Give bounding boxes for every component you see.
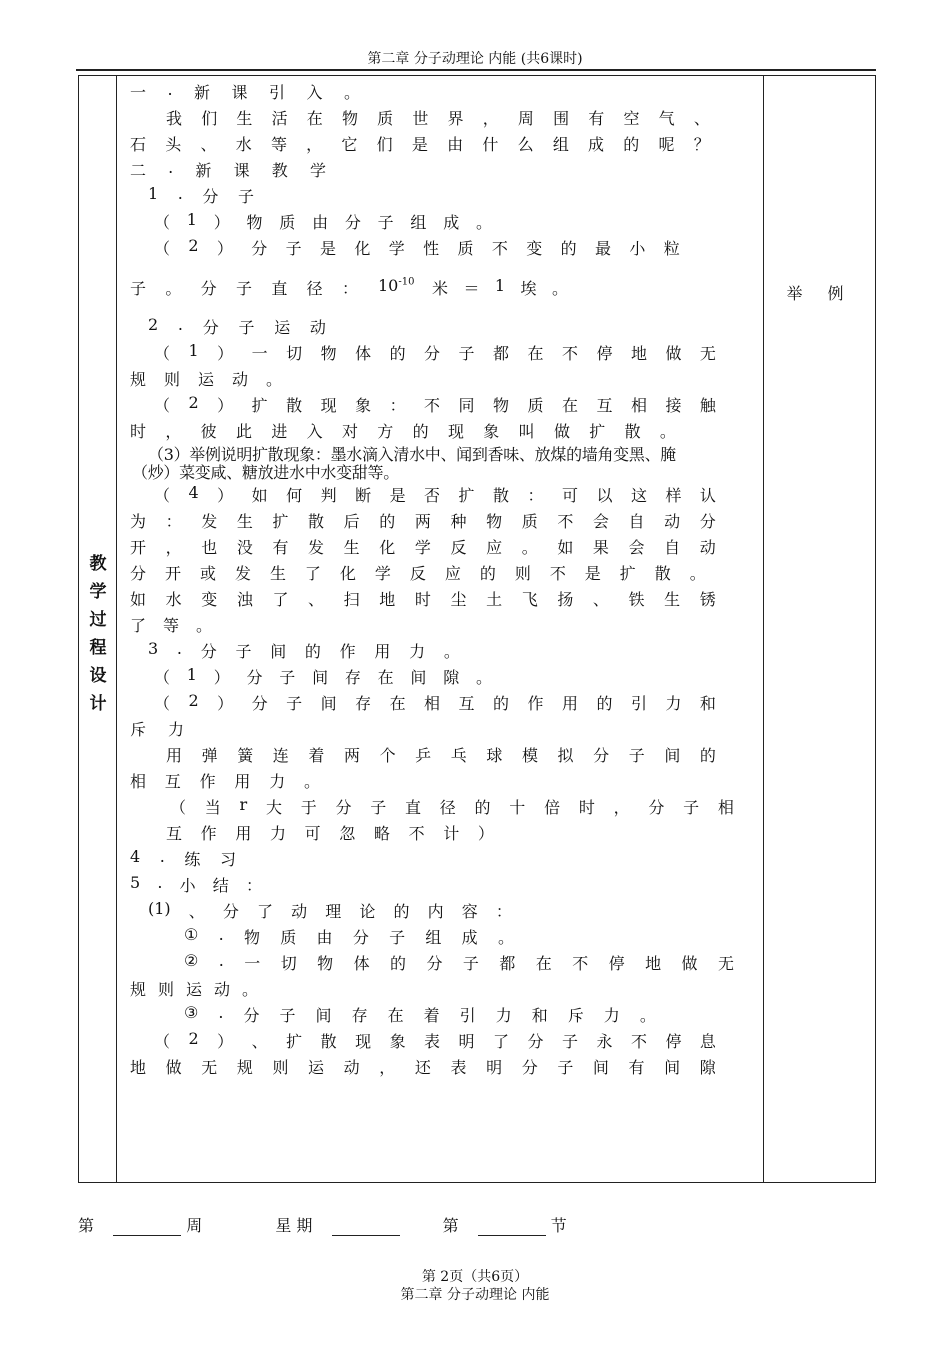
line-14: 时 ， 彼 此 进 入 对 方 的 现 象 叫 做 扩 散 。 bbox=[130, 422, 676, 441]
diameter-value bbox=[378, 276, 414, 295]
weekday-blank[interactable] bbox=[332, 1219, 400, 1236]
side-label-text: 教 学 过 程 设 计 bbox=[89, 554, 107, 714]
line-17: （ 4 ） 如 何 判 断 是 否 扩 散 ： 可 以 这 样 认 bbox=[154, 483, 716, 505]
diameter-exp: -10 bbox=[398, 276, 415, 288]
section-label: 第 bbox=[442, 1216, 459, 1235]
week-label: 第 bbox=[78, 1216, 95, 1235]
line-7: （ 2 ） 分 子 是 化 学 性 质 不 变 的 最 小 粒 bbox=[154, 236, 680, 258]
line-24: （ 1 ） 分 子 间 存 在 间 隙 。 bbox=[154, 665, 492, 687]
line-5: 1 . 分 子 bbox=[148, 184, 254, 206]
line-13: （ 2 ） 扩 散 现 象 ： 不 同 物 质 在 互 相 接 触 bbox=[154, 393, 716, 415]
line-29: （ 当 r 大 于 分 子 直 径 的 十 倍 时 ， 分 子 相 bbox=[170, 795, 734, 817]
line-16: （炒）菜变咸、糖放进水中水变甜等。 bbox=[132, 463, 399, 482]
line-9: 米 ＝ 1 埃 。 bbox=[432, 276, 568, 298]
line-31: 4 . 练 习 bbox=[130, 847, 236, 869]
section-blank[interactable] bbox=[478, 1219, 546, 1236]
line-28: 相 互 作 用 力 。 bbox=[130, 772, 320, 791]
week-unit: 周 bbox=[186, 1216, 203, 1235]
line-15: （3）举例说明扩散现象：墨水滴入清水中、闻到香味、放煤的墙角变黑、腌 bbox=[148, 445, 676, 464]
line-39: 地 做 无 规 则 运 动 ， 还 表 明 分 子 间 有 间 隙 bbox=[130, 1058, 716, 1077]
line-4: 二 . 新 课 教 学 bbox=[130, 158, 326, 180]
line-37: ③ . 分 子 间 存 在 着 引 力 和 斥 力 。 bbox=[184, 1003, 656, 1025]
page-header: 第二章 分子动理论 内能 (共6课时) bbox=[367, 51, 583, 67]
line-6: （ 1 ） 物 质 由 分 子 组 成 。 bbox=[154, 210, 492, 232]
line-33: (1) 、 分 了 动 理 论 的 内 容 ： bbox=[148, 899, 512, 921]
table-divider-right bbox=[763, 75, 764, 1183]
line-11: （ 1 ） 一 切 物 体 的 分 子 都 在 不 停 地 做 无 bbox=[154, 341, 716, 363]
line-19: 开 ， 也 没 有 发 生 化 学 反 应 。 如 果 会 自 动 bbox=[130, 538, 716, 557]
line-21: 如 水 变 浊 了 、 扫 地 时 尘 土 飞 扬 、 铁 生 锈 bbox=[130, 590, 716, 609]
line-27: 用 弹 簧 连 着 两 个 乒 乓 球 模 拟 分 子 间 的 bbox=[166, 746, 716, 765]
line-1: 一 . 新 课 引 入 。 bbox=[130, 80, 360, 102]
line-10: 2 . 分 子 运 动 bbox=[148, 315, 326, 337]
table-divider-left bbox=[116, 75, 117, 1183]
line-3: 石 头 、 水 等 ， 它 们 是 由 什 么 组 成 的 呢 ？ bbox=[130, 135, 710, 154]
line-23: 3 . 分 子 间 的 作 用 力 。 bbox=[148, 639, 460, 661]
page-number: 第 2页（共6页） bbox=[421, 1269, 529, 1285]
line-8: 子 。 分 子 直 径 ： bbox=[130, 279, 358, 298]
schedule-footer bbox=[78, 1213, 678, 1236]
week-blank[interactable] bbox=[113, 1219, 181, 1236]
weekday-label: 星 期 bbox=[275, 1216, 313, 1235]
section-unit: 节 bbox=[550, 1216, 567, 1235]
remark-cell: 举 例 bbox=[786, 284, 854, 303]
line-18: 为 ： 发 生 扩 散 后 的 两 种 物 质 不 会 自 动 分 bbox=[130, 512, 716, 531]
line-30: 互 作 用 力 可 忽 略 不 计 ） bbox=[166, 824, 494, 843]
header-rule bbox=[76, 69, 876, 71]
line-25: （ 2 ） 分 子 间 存 在 相 互 的 作 用 的 引 力 和 bbox=[154, 691, 716, 713]
diameter-base: 10 bbox=[378, 276, 399, 295]
line-38: （ 2 ） 、 扩 散 现 象 表 明 了 分 子 永 不 停 息 bbox=[154, 1029, 716, 1051]
line-35: ② . 一 切 物 体 的 分 子 都 在 不 停 地 做 无 bbox=[184, 951, 734, 973]
line-36: 规 则 运 动 。 bbox=[130, 980, 258, 999]
line-12: 规 则 运 动 。 bbox=[130, 370, 282, 389]
line-34: ① . 物 质 由 分 子 组 成 。 bbox=[184, 925, 514, 947]
side-label bbox=[80, 550, 116, 718]
line-22: 了 等 。 bbox=[130, 616, 212, 635]
line-32: 5 . 小 结 ： bbox=[130, 873, 262, 895]
page-footer-title: 第二章 分子动理论 内能 bbox=[400, 1287, 550, 1303]
line-20: 分 开 或 发 生 了 化 学 反 应 的 则 不 是 扩 散 。 bbox=[130, 564, 706, 583]
line-26: 斥 力 bbox=[130, 720, 184, 739]
line-2: 我 们 生 活 在 物 质 世 界 ， 周 围 有 空 气 、 bbox=[166, 109, 710, 128]
